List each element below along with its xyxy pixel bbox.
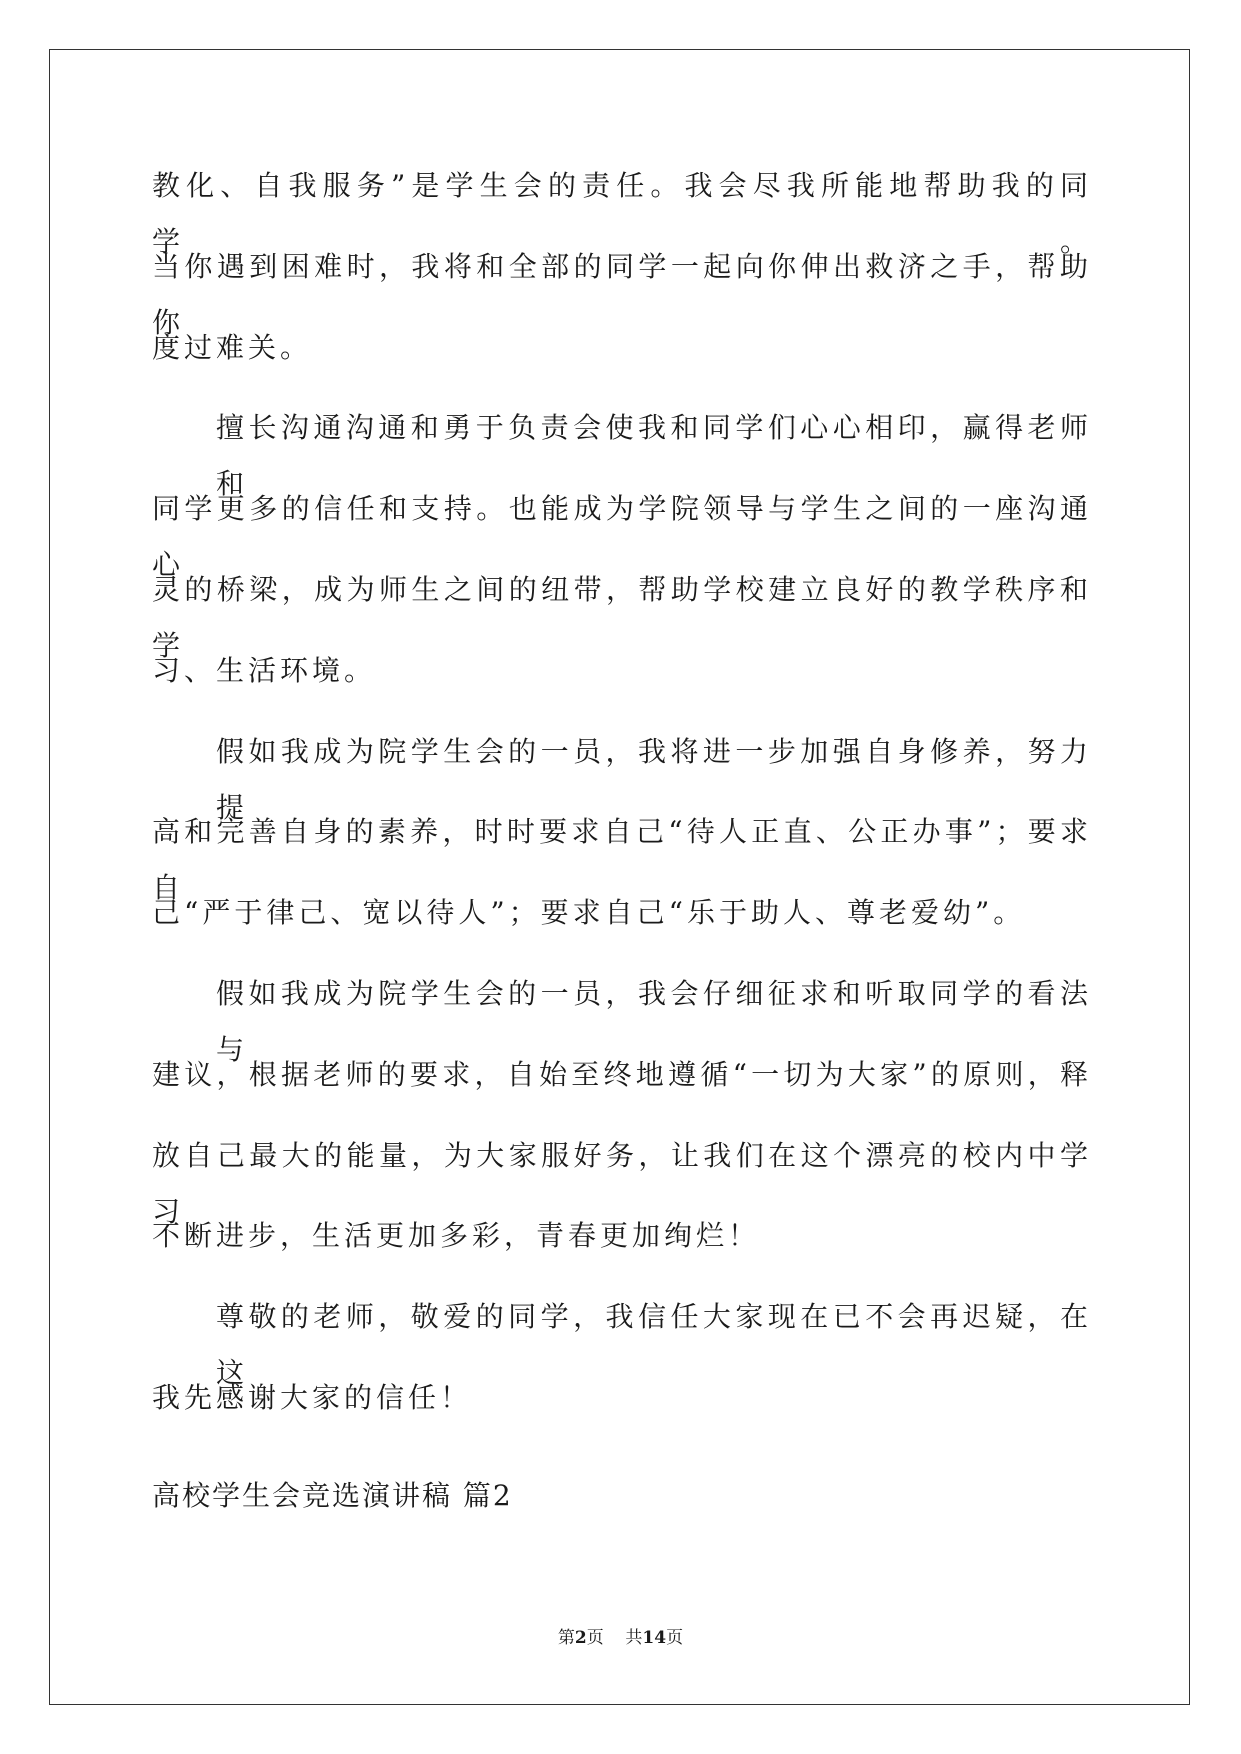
text-line: 同学更多的信任和支持。也能成为学院领导与学生之间的一座沟通心 bbox=[152, 492, 1092, 582]
text-line: 假如我成为院学生会的一员，我会仔细征求和听取同学的看法与 bbox=[216, 976, 1092, 1066]
section-heading: 高校学生会竞选演讲稿 篇2 bbox=[152, 1479, 513, 1512]
document-body bbox=[152, 158, 1092, 1451]
footer-prefix: 第 bbox=[557, 1628, 575, 1648]
text-line: 不断进步，生活更加多彩，青春更加绚烂！ bbox=[152, 1219, 761, 1253]
text-line: 擅长沟通沟通和勇于负责会使我和同学们心心相印，赢得老师和 bbox=[216, 411, 1092, 501]
text-line: 当你遇到困难时，我将和全部的同学一起向你伸出救济之手，帮助你 bbox=[152, 249, 1092, 339]
text-line: 度过难关。 bbox=[152, 330, 313, 364]
text-line: 己“严于律己、宽以待人”；要求自己“乐于助人、尊老爱幼”。 bbox=[152, 896, 1026, 930]
text-line: 假如我成为院学生会的一员，我将进一步加强自身修养，努力提 bbox=[216, 734, 1092, 824]
text-line: 建议，根据老师的要求，自始至终地遵循“一切为大家”的原则，释 bbox=[152, 1057, 1092, 1091]
text-line: 尊敬的老师，敬爱的同学，我信任大家现在已不会再迟疑，在这 bbox=[216, 1300, 1092, 1390]
footer-middle: 页 共 bbox=[586, 1628, 643, 1648]
text-line: 我先感谢大家的信任！ bbox=[152, 1380, 473, 1414]
page-footer bbox=[0, 1626, 1241, 1650]
text-line: 灵的桥梁，成为师生之间的纽带，帮助学校建立良好的教学秩序和学 bbox=[152, 572, 1092, 662]
text-line: 放自己最大的能量，为大家服好务，让我们在这个漂亮的校内中学习 bbox=[152, 1138, 1092, 1228]
footer-total-pages: 14 bbox=[642, 1628, 667, 1648]
text-line: 习、生活环境。 bbox=[152, 653, 377, 687]
text-line: 教化、自我服务”是学生会的责任。我会尽我所能地帮助我的同学。 bbox=[152, 169, 1092, 258]
footer-suffix: 页 bbox=[666, 1628, 684, 1648]
text-line: 高和完善自身的素养，时时要求自己“待人正直、公正办事”；要求自 bbox=[152, 815, 1092, 905]
footer-current-page: 2 bbox=[574, 1628, 587, 1648]
